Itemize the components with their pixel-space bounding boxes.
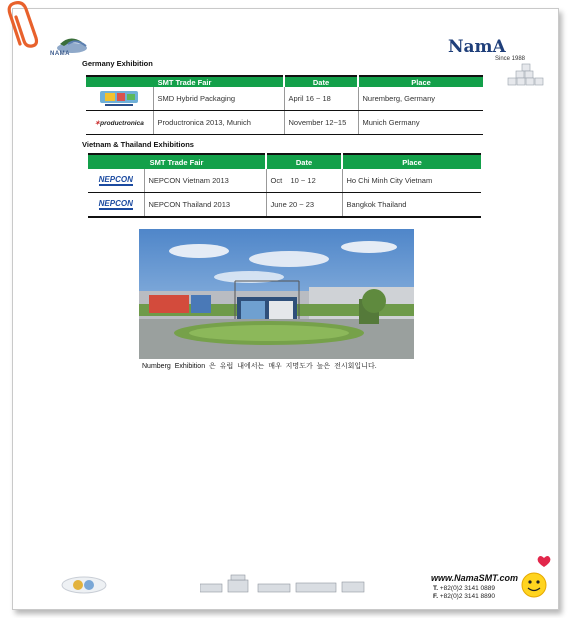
- hybrid-packaging-logo: [86, 87, 153, 111]
- germany-section-title: Germany Exhibition: [82, 59, 153, 68]
- cubes-icon: [500, 62, 548, 88]
- col-header-place: Place: [358, 76, 483, 87]
- col-header-date: Date: [266, 154, 342, 169]
- vietnam-table: [88, 153, 481, 218]
- col-header-date: Date: [284, 76, 358, 87]
- photo-caption: Numberg Exhibition 은 유럽 내에서는 매우 지명도가 높은 전시회입니다.: [142, 363, 377, 370]
- fair-name: NEPCON Vietnam 2013: [144, 169, 266, 193]
- fair-name: NEPCON Thailand 2013: [144, 193, 266, 218]
- fair-date: April 16 ~ 18: [284, 87, 358, 111]
- fair-place: Bangkok Thailand: [342, 193, 481, 218]
- left-logo-text: NAMA: [50, 51, 70, 57]
- brand-logo: NamA: [448, 37, 506, 57]
- tel-label: T.: [433, 585, 439, 592]
- nepcon-logo: NEPCON: [88, 193, 144, 218]
- fair-place: Ho Chi Minh City Vietnam: [342, 169, 481, 193]
- tel-number: +82(0)2 3141 0889: [439, 585, 495, 592]
- germany-table: [86, 75, 483, 135]
- fax-number: +82(0)2 3141 8890: [439, 593, 495, 600]
- fair-date: November 12~15: [284, 111, 358, 135]
- vietnam-section-title: Vietnam & Thailand Exhibitions: [82, 140, 194, 149]
- paper-clip-icon: [6, 0, 50, 48]
- fair-place: Munich Germany: [358, 111, 483, 135]
- table-row: [86, 87, 483, 111]
- table-row: [88, 169, 481, 193]
- nepcon-logo: NEPCON: [88, 169, 144, 193]
- col-header-fair: SMT Trade Fair: [88, 154, 266, 169]
- table-row: [88, 193, 481, 218]
- fax-label: F.: [433, 593, 439, 600]
- smt-machines-icon: [200, 570, 372, 596]
- fair-date: June 20 ~ 23: [266, 193, 342, 218]
- since-label: Since 1988: [495, 56, 526, 62]
- fair-name: Productronica 2013, Munich: [153, 111, 284, 135]
- fair-name: SMD Hybrid Packaging: [153, 87, 284, 111]
- col-header-fair: SMT Trade Fair: [86, 76, 284, 87]
- fair-date: Oct 10 ~ 12: [266, 169, 342, 193]
- exhibition-photo: [139, 229, 414, 359]
- badge-icon: [58, 575, 110, 595]
- col-header-place: Place: [342, 154, 481, 169]
- fair-place: Nuremberg, Germany: [358, 87, 483, 111]
- website-url[interactable]: www.NamaSMT.com: [431, 573, 519, 583]
- productronica-logo: ✶productronica: [86, 111, 153, 135]
- smiley-icon: [516, 555, 556, 601]
- contact-info: [433, 585, 495, 601]
- table-row: [86, 111, 483, 135]
